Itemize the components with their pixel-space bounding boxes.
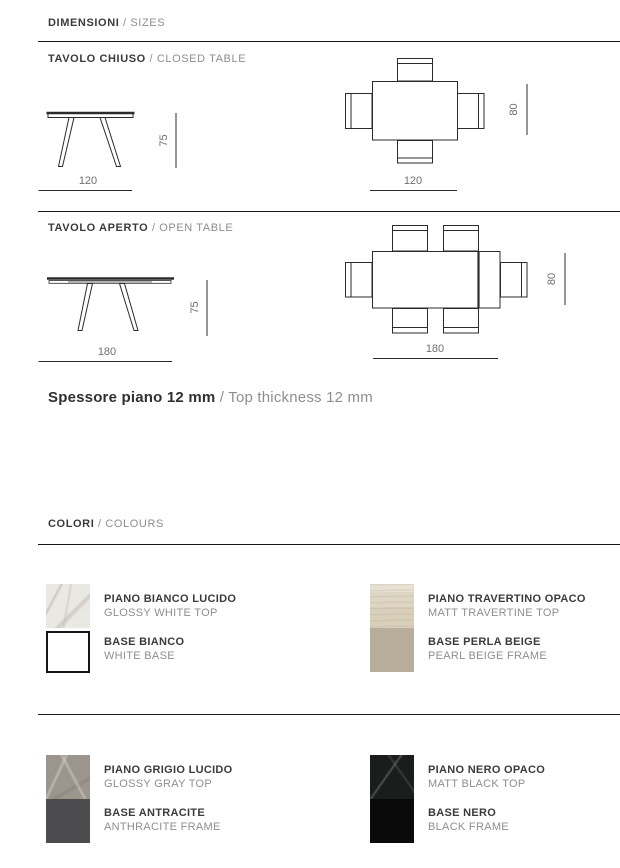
colours-title-en: COLOURS <box>105 518 164 530</box>
colours-title-it: COLORI <box>48 518 95 530</box>
base-finish-label <box>104 807 221 834</box>
swatch-column <box>370 584 414 672</box>
dimensions-title-en: SIZES <box>130 17 166 29</box>
base-finish-swatch <box>46 631 90 673</box>
base-label-it: BASE NERO <box>428 807 497 819</box>
open-table-side-view-drawing <box>38 245 218 370</box>
base-finish-label <box>428 807 509 834</box>
base-finish-label <box>104 636 184 663</box>
closed-table-side-view-drawing <box>38 105 188 197</box>
top-label-it: PIANO TRAVERTINO OPACO <box>428 593 586 605</box>
chair-top <box>398 59 433 82</box>
open-side-width-value: 180 <box>97 346 117 358</box>
open-side-height-value: 75 <box>189 301 201 314</box>
open-table-top-view-drawing <box>340 215 575 365</box>
open-top-depth-value: 80 <box>546 272 558 286</box>
divider-closed-open <box>38 211 620 212</box>
closed-top-depth-value: 80 <box>508 103 520 116</box>
top-finish-label <box>428 764 545 791</box>
top-thickness-note <box>48 389 373 406</box>
base-finish-label <box>428 636 547 663</box>
base-label-en: WHITE BASE <box>104 649 175 662</box>
closed-side-height-value: 75 <box>158 134 170 147</box>
closed-table-top-view-drawing <box>340 55 540 195</box>
chair-right <box>501 263 528 298</box>
chair-left <box>346 94 373 129</box>
thickness-text-en: Top thickness 12 mm <box>228 389 373 406</box>
colour-option-travertine <box>370 584 620 676</box>
closed-table-title-en: CLOSED TABLE <box>156 53 247 65</box>
swatch-column <box>46 755 90 843</box>
chair-right <box>458 94 485 129</box>
title-separator: / <box>119 17 131 29</box>
top-finish-swatch <box>370 584 414 628</box>
top-finish-swatch <box>46 584 90 628</box>
open-table-title-en: OPEN TABLE <box>159 222 234 234</box>
top-label-it: PIANO GRIGIO LUCIDO <box>104 764 233 776</box>
swatch-column <box>46 584 90 673</box>
base-label-en: BLACK FRAME <box>428 820 509 833</box>
title-separator: / <box>145 53 157 65</box>
colours-section-title <box>48 518 164 530</box>
top-label-it: PIANO NERO OPACO <box>428 764 546 776</box>
dimensions-title-it: DIMENSIONI <box>48 17 120 29</box>
open-table-title <box>48 222 233 234</box>
top-label-en: GLOSSY WHITE TOP <box>104 606 218 619</box>
table-top-plan <box>373 252 501 309</box>
top-label-it: PIANO BIANCO LUCIDO <box>104 593 237 605</box>
top-finish-swatch <box>370 755 414 799</box>
divider-colour-rows <box>38 714 620 715</box>
chair-bottom <box>398 141 433 164</box>
closed-table-title <box>48 53 246 65</box>
top-label-en: MATT TRAVERTINE TOP <box>428 606 560 619</box>
colour-option-glossy-white <box>46 584 311 676</box>
base-label-it: BASE BIANCO <box>104 636 185 648</box>
title-separator: / <box>94 518 106 530</box>
base-finish-swatch <box>370 628 414 672</box>
top-finish-label <box>428 593 586 620</box>
open-table-title-it: TAVOLO APERTO <box>48 222 149 234</box>
chair-bottom-right <box>444 309 479 334</box>
closed-table-title-it: TAVOLO CHIUSO <box>48 53 146 65</box>
chair-top-left <box>393 226 428 252</box>
top-finish-swatch <box>46 755 90 799</box>
base-finish-swatch <box>46 799 90 843</box>
colour-option-matt-black <box>370 755 620 847</box>
thickness-separator: / <box>215 389 229 406</box>
closed-side-width-value: 120 <box>78 175 98 187</box>
divider-dimensions <box>38 41 620 42</box>
open-top-width-value: 180 <box>425 343 445 355</box>
top-label-en: GLOSSY GRAY TOP <box>104 777 213 790</box>
chair-top-right <box>444 226 479 252</box>
top-finish-label <box>104 764 233 791</box>
table-top-plan <box>373 82 458 141</box>
base-label-en: ANTHRACITE FRAME <box>104 820 221 833</box>
swatch-column <box>370 755 414 843</box>
base-label-en: PEARL BEIGE FRAME <box>428 649 547 662</box>
dimensions-section-title <box>48 17 165 29</box>
base-finish-swatch <box>370 799 414 843</box>
closed-top-width-value: 120 <box>403 175 423 187</box>
title-separator: / <box>148 222 160 234</box>
top-finish-label <box>104 593 236 620</box>
colour-option-glossy-gray <box>46 755 311 847</box>
chair-left <box>346 263 373 298</box>
divider-colours <box>38 544 620 545</box>
top-label-en: MATT BLACK TOP <box>428 777 526 790</box>
base-label-it: BASE ANTRACITE <box>104 807 205 819</box>
thickness-text-it: Spessore piano 12 mm <box>48 389 216 406</box>
chair-bottom-left <box>393 309 428 334</box>
base-label-it: BASE PERLA BEIGE <box>428 636 541 648</box>
